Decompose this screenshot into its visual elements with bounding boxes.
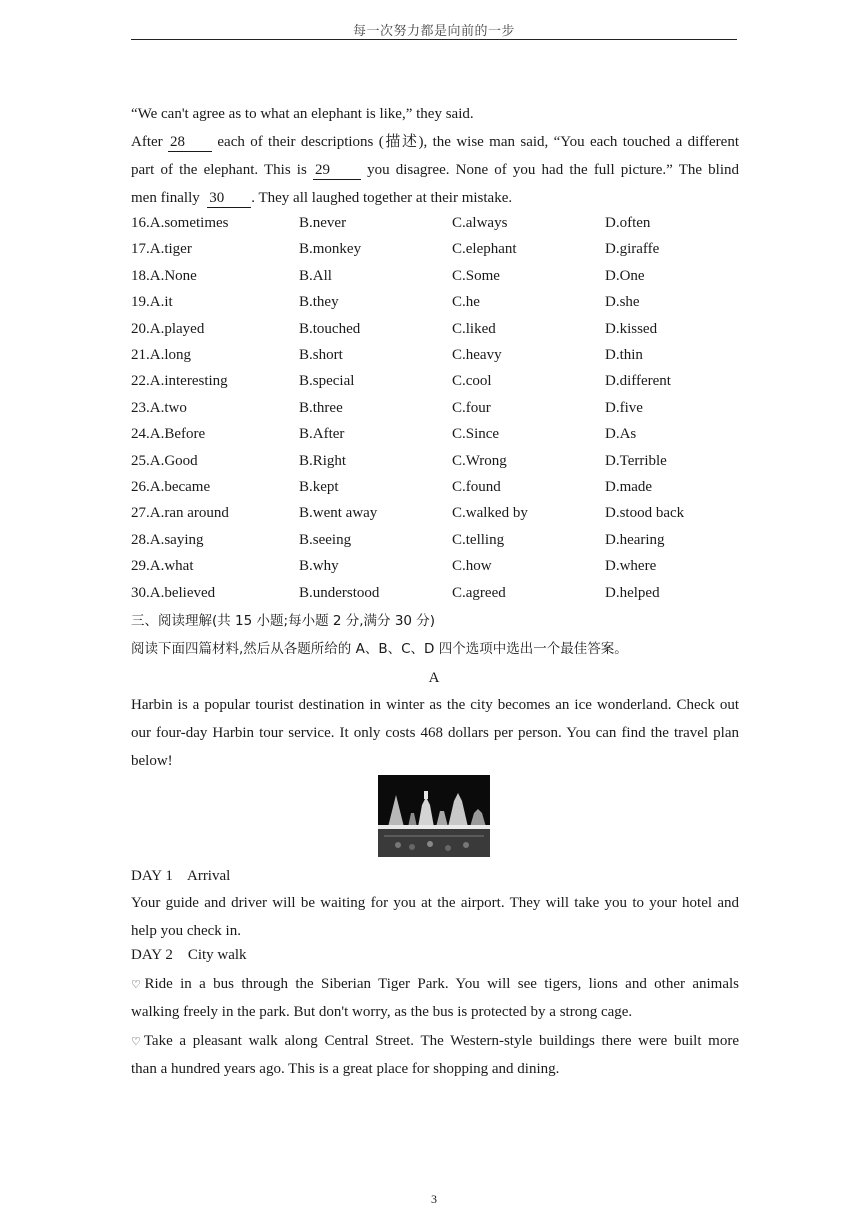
option-row-22 xyxy=(131,368,751,394)
day1-line: Your guide and driver will be waiting for you at the airport. They will take you to your hotel and xyxy=(131,895,739,911)
passage-intro xyxy=(131,691,739,775)
header-divider xyxy=(131,39,737,40)
option-row-17 xyxy=(131,236,751,262)
option-b: B.three xyxy=(299,400,343,416)
blank-30: 30 xyxy=(207,189,251,208)
option-a: 17.A.tiger xyxy=(131,241,192,257)
option-row-28 xyxy=(131,527,751,553)
option-b: B.touched xyxy=(299,321,361,337)
harbin-ice-festival-image xyxy=(378,775,490,857)
option-b: B.seeing xyxy=(299,532,352,548)
option-a: 18.A.None xyxy=(131,268,197,284)
cloze-text: you disagree. None of you had the full picture.” The blind xyxy=(367,162,740,178)
option-row-18 xyxy=(131,263,751,289)
option-c: C.he xyxy=(452,294,480,310)
option-b: B.After xyxy=(299,426,345,442)
cloze-line-1 xyxy=(131,128,739,156)
bullet-line: than a hundred years ago. This is a great place for shopping and dining. xyxy=(131,1061,560,1077)
option-d: D.One xyxy=(605,268,645,284)
option-b: B.monkey xyxy=(299,241,362,257)
option-d: D.made xyxy=(605,479,653,495)
option-b: B.Right xyxy=(299,453,347,469)
option-c: C.walked by xyxy=(452,505,528,521)
option-row-21 xyxy=(131,342,751,368)
blank-28: 28 xyxy=(168,133,212,152)
option-b: B.All xyxy=(299,268,332,284)
day2-bullet-1 xyxy=(131,970,739,1026)
cloze-passage-end xyxy=(131,100,739,212)
option-c: C.how xyxy=(452,558,492,574)
option-row-16 xyxy=(131,210,751,236)
option-b: B.kept xyxy=(299,479,339,495)
day2-title: DAY 2 City walk xyxy=(131,947,247,963)
option-d: D.where xyxy=(605,558,657,574)
option-c: C.four xyxy=(452,400,491,416)
option-a: 20.A.played xyxy=(131,321,205,337)
option-c: C.Wrong xyxy=(452,453,507,469)
option-d: D.thin xyxy=(605,347,643,363)
section-instructions: 阅读下面四篇材料,然后从各题所给的 A、B、C、D 四个选项中选出一个最佳答案。 xyxy=(131,641,628,657)
option-d: D.kissed xyxy=(605,321,658,337)
intro-line: Harbin is a popular tourist destination in winter as the city becomes an ice wonderland. Check out xyxy=(131,697,739,713)
option-row-29 xyxy=(131,553,751,579)
option-a: 27.A.ran around xyxy=(131,505,229,521)
option-row-30 xyxy=(131,580,751,606)
blank-29: 29 xyxy=(313,161,361,180)
cloze-text: men finally xyxy=(131,190,200,206)
option-c: C.always xyxy=(452,215,508,231)
option-c: C.Some xyxy=(452,268,500,284)
option-a: 22.A.interesting xyxy=(131,373,228,389)
option-a: 26.A.became xyxy=(131,479,211,495)
option-row-27 xyxy=(131,500,751,526)
option-c: C.liked xyxy=(452,321,496,337)
day1-text xyxy=(131,889,739,945)
option-d: D.stood back xyxy=(605,505,685,521)
option-c: C.found xyxy=(452,479,501,495)
option-b: B.special xyxy=(299,373,355,389)
option-a: 30.A.believed xyxy=(131,585,216,601)
bullet-text: Ride in a bus through the Siberian Tiger Park. You will see tigers, lions and other animals xyxy=(144,976,739,992)
day1-title: DAY 1 Arrival xyxy=(131,868,231,884)
page-number: 3 xyxy=(431,1192,437,1206)
option-row-24 xyxy=(131,421,751,447)
option-b: B.never xyxy=(299,215,347,231)
option-c: C.heavy xyxy=(452,347,502,363)
option-a: 16.A.sometimes xyxy=(131,215,229,231)
option-c: C.telling xyxy=(452,532,505,548)
heart-icon: ♡ xyxy=(131,978,145,991)
day2-bullet-2 xyxy=(131,1027,739,1083)
cloze-text: part of the elephant. This is xyxy=(131,162,307,178)
option-d: D.five xyxy=(605,400,643,416)
option-a: 23.A.two xyxy=(131,400,187,416)
option-c: C.cool xyxy=(452,373,492,389)
bullet-line xyxy=(131,970,739,998)
option-d: D.Terrible xyxy=(605,453,667,469)
option-b: B.short xyxy=(299,347,343,363)
option-d: D.different xyxy=(605,373,671,389)
option-d: D.she xyxy=(605,294,640,310)
page-header-title: 每一次努力都是向前的一步 xyxy=(352,24,515,39)
option-c: C.agreed xyxy=(452,585,506,601)
option-row-23 xyxy=(131,395,751,421)
intro-line: below! xyxy=(131,753,173,769)
day1-line: help you check in. xyxy=(131,923,241,939)
bullet-text: Take a pleasant walk along Central Street. The Western-style buildings there were built more xyxy=(143,1033,739,1049)
option-row-26 xyxy=(131,474,751,500)
quote-line: “We can't agree as to what an elephant is like,” they said. xyxy=(131,106,474,122)
option-a: 24.A.Before xyxy=(131,426,206,442)
option-a: 29.A.what xyxy=(131,558,194,574)
cloze-text: each of their descriptions (描述), the wise man said, “You each touched a different xyxy=(217,134,740,150)
bullet-line: walking freely in the park. But don't worry, as the bus is protected by a strong cage. xyxy=(131,1004,633,1020)
option-b: B.they xyxy=(299,294,339,310)
cloze-text: After xyxy=(131,134,163,150)
option-a: 21.A.long xyxy=(131,347,191,363)
option-d: D.helped xyxy=(605,585,660,601)
option-d: D.hearing xyxy=(605,532,665,548)
option-a: 28.A.saying xyxy=(131,532,204,548)
option-a: 19.A.it xyxy=(131,294,173,310)
option-row-19 xyxy=(131,289,751,315)
option-d: D.giraffe xyxy=(605,241,660,257)
option-d: D.As xyxy=(605,426,637,442)
cloze-line-3 xyxy=(131,184,739,212)
option-b: B.understood xyxy=(299,585,380,601)
section-heading: 三、阅读理解(共 15 小题;每小题 2 分,满分 30 分) xyxy=(131,613,436,629)
option-b: B.why xyxy=(299,558,339,574)
cloze-text: . They all laughed together at their mistake. xyxy=(251,190,513,206)
option-c: C.elephant xyxy=(452,241,517,257)
option-b: B.went away xyxy=(299,505,378,521)
intro-line: our four-day Harbin tour service. It only costs 468 dollars per person. You can find the travel plan xyxy=(131,725,739,741)
cloze-line-2 xyxy=(131,156,739,184)
option-row-20 xyxy=(131,316,751,342)
option-d: D.often xyxy=(605,215,651,231)
bullet-line xyxy=(131,1027,739,1055)
option-c: C.Since xyxy=(452,426,500,442)
heart-icon: ♡ xyxy=(131,1035,144,1048)
passage-letter: A xyxy=(428,670,440,686)
option-row-25 xyxy=(131,448,751,474)
option-a: 25.A.Good xyxy=(131,453,198,469)
